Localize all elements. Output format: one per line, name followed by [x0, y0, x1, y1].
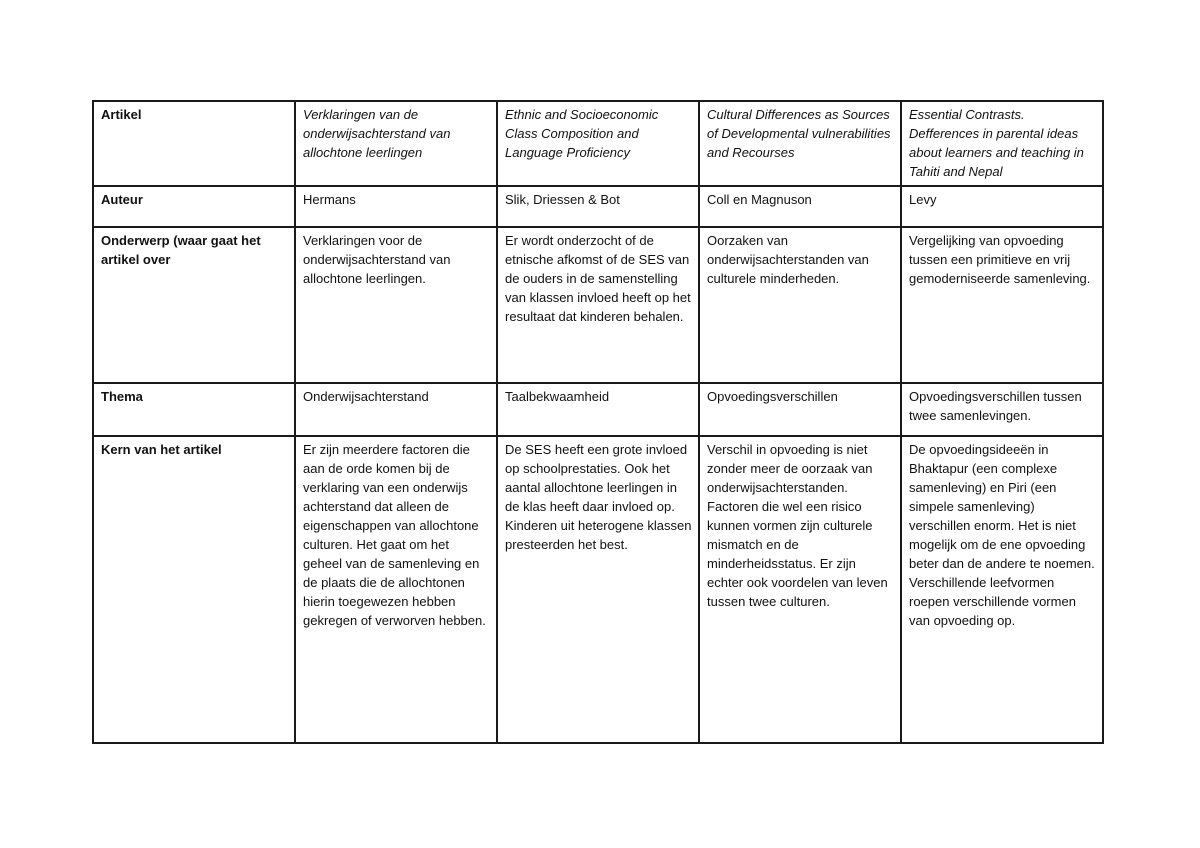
table-row-thema [93, 383, 1103, 436]
subject-cell: Verklaringen voor de onderwijsachterstand van allochtone leerlingen. [295, 227, 497, 383]
subject-cell: Oorzaken van onderwijsachterstanden van culturele minderheden. [699, 227, 901, 383]
table-row-auteur [93, 186, 1103, 227]
row-label-artikel: Artikel [93, 101, 295, 186]
core-cell: De opvoedingsideeën in Bhaktapur (een complexe samenleving) en Piri (een simpele samenleving) verschillen enorm. Het is niet mogelijk om de ene opvoeding beter dan de andere te noemen. Verschillende leefvormen roepen verschillende vormen van opvoeding op. [901, 436, 1103, 743]
article-title-cell: Cultural Differences as Sources of Developmental vulnerabilities and Recourses [699, 101, 901, 186]
author-cell: Slik, Driessen & Bot [497, 186, 699, 227]
theme-cell: Opvoedingsverschillen [699, 383, 901, 436]
comparison-table [92, 100, 1104, 744]
author-cell: Coll en Magnuson [699, 186, 901, 227]
row-label-thema: Thema [93, 383, 295, 436]
theme-cell: Opvoedingsverschillen tussen twee samenlevingen. [901, 383, 1103, 436]
core-cell: De SES heeft een grote invloed op schoolprestaties. Ook het aantal allochtone leerlingen in de klas heeft daar invloed op. Kinderen uit heterogene klassen presteerden het best. [497, 436, 699, 743]
core-cell: Verschil in opvoeding is niet zonder meer de oorzaak van onderwijsachterstanden. Factoren die wel een risico kunnen vormen zijn culturele mismatch en de minderheidsstatus. Er zijn echter ook voordelen van leven tussen twee culturen. [699, 436, 901, 743]
table-row-kern [93, 436, 1103, 743]
author-cell: Levy [901, 186, 1103, 227]
table-row-artikel [93, 101, 1103, 186]
row-label-auteur: Auteur [93, 186, 295, 227]
row-label-onderwerp: Onderwerp (waar gaat het artikel over [93, 227, 295, 383]
subject-cell: Er wordt onderzocht of de etnische afkomst of de SES van de ouders in de samenstelling van klassen invloed heeft op het resultaat dat kinderen behalen. [497, 227, 699, 383]
article-title-cell: Ethnic and Socioeconomic Class Composition and Language Proficiency [497, 101, 699, 186]
theme-cell: Taalbekwaamheid [497, 383, 699, 436]
article-title-cell: Essential Contrasts. Defferences in parental ideas about learners and teaching in Tahiti and Nepal [901, 101, 1103, 186]
author-cell: Hermans [295, 186, 497, 227]
row-label-kern: Kern van het artikel [93, 436, 295, 743]
subject-cell: Vergelijking van opvoeding tussen een primitieve en vrij gemoderniseerde samenleving. [901, 227, 1103, 383]
core-cell: Er zijn meerdere factoren die aan de orde komen bij de verklaring van een onderwijs achterstand dat alleen de eigenschappen van allochtone culturen. Het gaat om het geheel van de samenleving en de plaats die de allochtonen hierin toegewezen hebben gekregen of verworven hebben. [295, 436, 497, 743]
table-row-onderwerp [93, 227, 1103, 383]
theme-cell: Onderwijsachterstand [295, 383, 497, 436]
article-title-cell: Verklaringen van de onderwijsachterstand van allochtone leerlingen [295, 101, 497, 186]
